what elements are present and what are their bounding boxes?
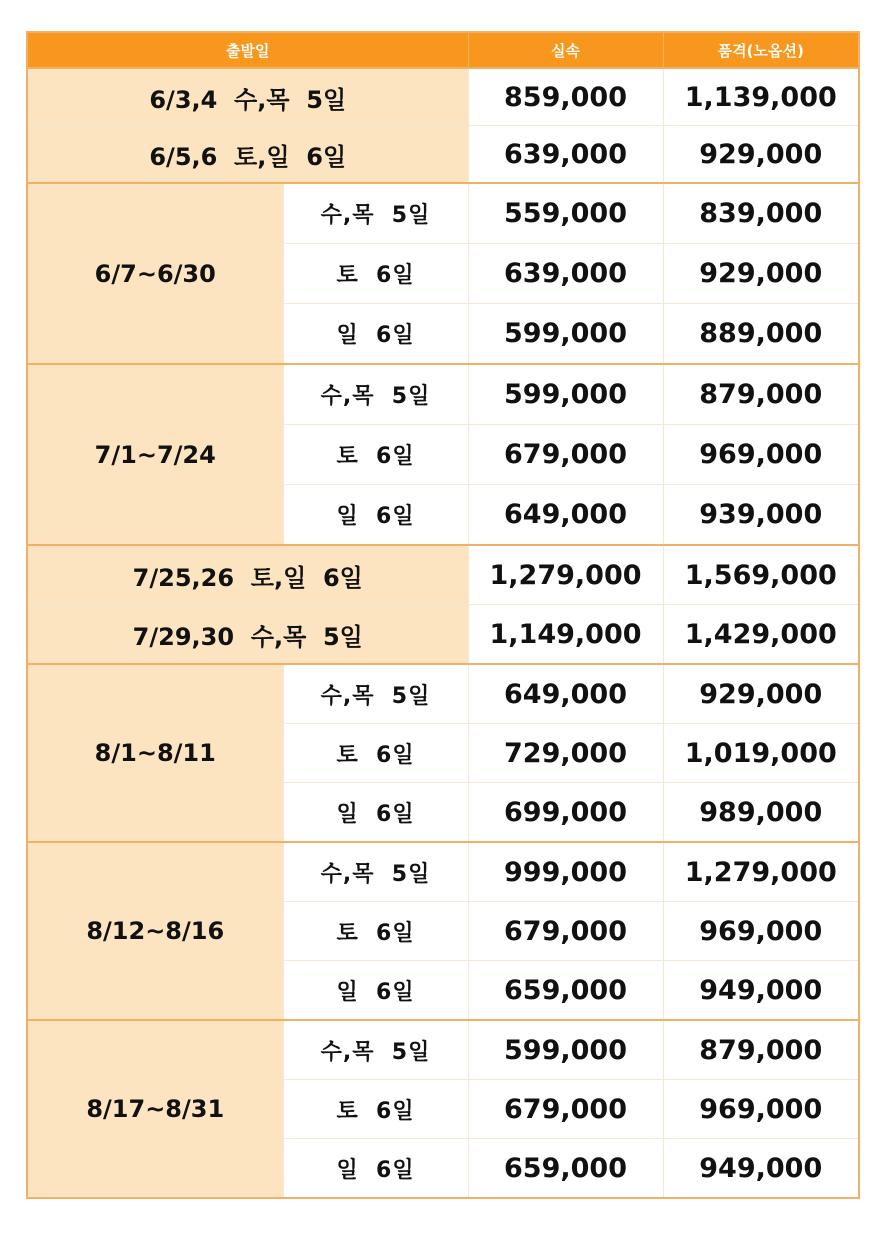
premium-price: 989,000 xyxy=(663,783,859,843)
price-table xyxy=(26,31,860,1199)
actual-price: 659,000 xyxy=(468,1139,663,1199)
day-label: 토 6일 xyxy=(283,902,468,961)
table-row xyxy=(27,126,859,184)
actual-price: 999,000 xyxy=(468,842,663,902)
actual-price: 599,000 xyxy=(468,364,663,425)
actual-price: 679,000 xyxy=(468,1080,663,1139)
premium-price: 939,000 xyxy=(663,485,859,546)
day-label: 수,목 5일 xyxy=(283,664,468,724)
actual-price: 699,000 xyxy=(468,783,663,843)
day-label: 토 6일 xyxy=(283,1080,468,1139)
table-row xyxy=(27,183,859,244)
actual-price: 1,149,000 xyxy=(468,605,663,665)
actual-price: 859,000 xyxy=(468,68,663,126)
actual-price: 679,000 xyxy=(468,902,663,961)
date-range: 7/1~7/24 xyxy=(27,364,283,545)
premium-price: 949,000 xyxy=(663,961,859,1021)
departure-label: 7/25,26 토,일 6일 xyxy=(27,545,468,605)
premium-price: 969,000 xyxy=(663,902,859,961)
day-label: 수,목 5일 xyxy=(283,183,468,244)
day-label: 일 6일 xyxy=(283,485,468,546)
actual-price: 639,000 xyxy=(468,126,663,184)
header-actual: 실속 xyxy=(468,32,663,68)
date-range: 8/12~8/16 xyxy=(27,842,283,1020)
header-departure: 출발일 xyxy=(27,32,468,68)
header-premium: 품격(노옵션) xyxy=(663,32,859,68)
day-label: 일 6일 xyxy=(283,783,468,843)
date-range: 6/7~6/30 xyxy=(27,183,283,364)
premium-price: 1,139,000 xyxy=(663,68,859,126)
premium-price: 879,000 xyxy=(663,1020,859,1080)
premium-price: 969,000 xyxy=(663,425,859,485)
actual-price: 559,000 xyxy=(468,183,663,244)
group-8-1-8-11 xyxy=(27,664,859,842)
premium-price: 929,000 xyxy=(663,244,859,304)
group-7-1-7-24 xyxy=(27,364,859,545)
premium-price: 969,000 xyxy=(663,1080,859,1139)
table-row xyxy=(27,1020,859,1080)
date-range: 8/17~8/31 xyxy=(27,1020,283,1198)
day-label: 일 6일 xyxy=(283,961,468,1021)
day-label: 토 6일 xyxy=(283,244,468,304)
actual-price: 1,279,000 xyxy=(468,545,663,605)
premium-price: 929,000 xyxy=(663,126,859,184)
premium-price: 889,000 xyxy=(663,304,859,365)
premium-price: 1,569,000 xyxy=(663,545,859,605)
group-6-7-6-30 xyxy=(27,183,859,364)
table-row xyxy=(27,545,859,605)
actual-price: 649,000 xyxy=(468,664,663,724)
day-label: 수,목 5일 xyxy=(283,1020,468,1080)
day-label: 일 6일 xyxy=(283,1139,468,1199)
header-row xyxy=(27,32,859,68)
premium-price: 929,000 xyxy=(663,664,859,724)
departure-label: 6/5,6 토,일 6일 xyxy=(27,126,468,184)
day-label: 수,목 5일 xyxy=(283,842,468,902)
actual-price: 599,000 xyxy=(468,304,663,365)
day-label: 토 6일 xyxy=(283,425,468,485)
day-label: 수,목 5일 xyxy=(283,364,468,425)
table-row xyxy=(27,605,859,665)
group-8-12-8-16 xyxy=(27,842,859,1020)
actual-price: 729,000 xyxy=(468,724,663,783)
actual-price: 649,000 xyxy=(468,485,663,546)
single-rows-a xyxy=(27,68,859,183)
premium-price: 1,429,000 xyxy=(663,605,859,665)
table-row xyxy=(27,664,859,724)
actual-price: 679,000 xyxy=(468,425,663,485)
table-row xyxy=(27,68,859,126)
departure-label: 7/29,30 수,목 5일 xyxy=(27,605,468,665)
single-rows-b xyxy=(27,545,859,664)
premium-price: 949,000 xyxy=(663,1139,859,1199)
group-8-17-8-31 xyxy=(27,1020,859,1198)
actual-price: 639,000 xyxy=(468,244,663,304)
premium-price: 1,019,000 xyxy=(663,724,859,783)
departure-label: 6/3,4 수,목 5일 xyxy=(27,68,468,126)
table-row xyxy=(27,842,859,902)
premium-price: 1,279,000 xyxy=(663,842,859,902)
day-label: 토 6일 xyxy=(283,724,468,783)
premium-price: 839,000 xyxy=(663,183,859,244)
table-row xyxy=(27,364,859,425)
actual-price: 599,000 xyxy=(468,1020,663,1080)
premium-price: 879,000 xyxy=(663,364,859,425)
date-range: 8/1~8/11 xyxy=(27,664,283,842)
day-label: 일 6일 xyxy=(283,304,468,365)
actual-price: 659,000 xyxy=(468,961,663,1021)
